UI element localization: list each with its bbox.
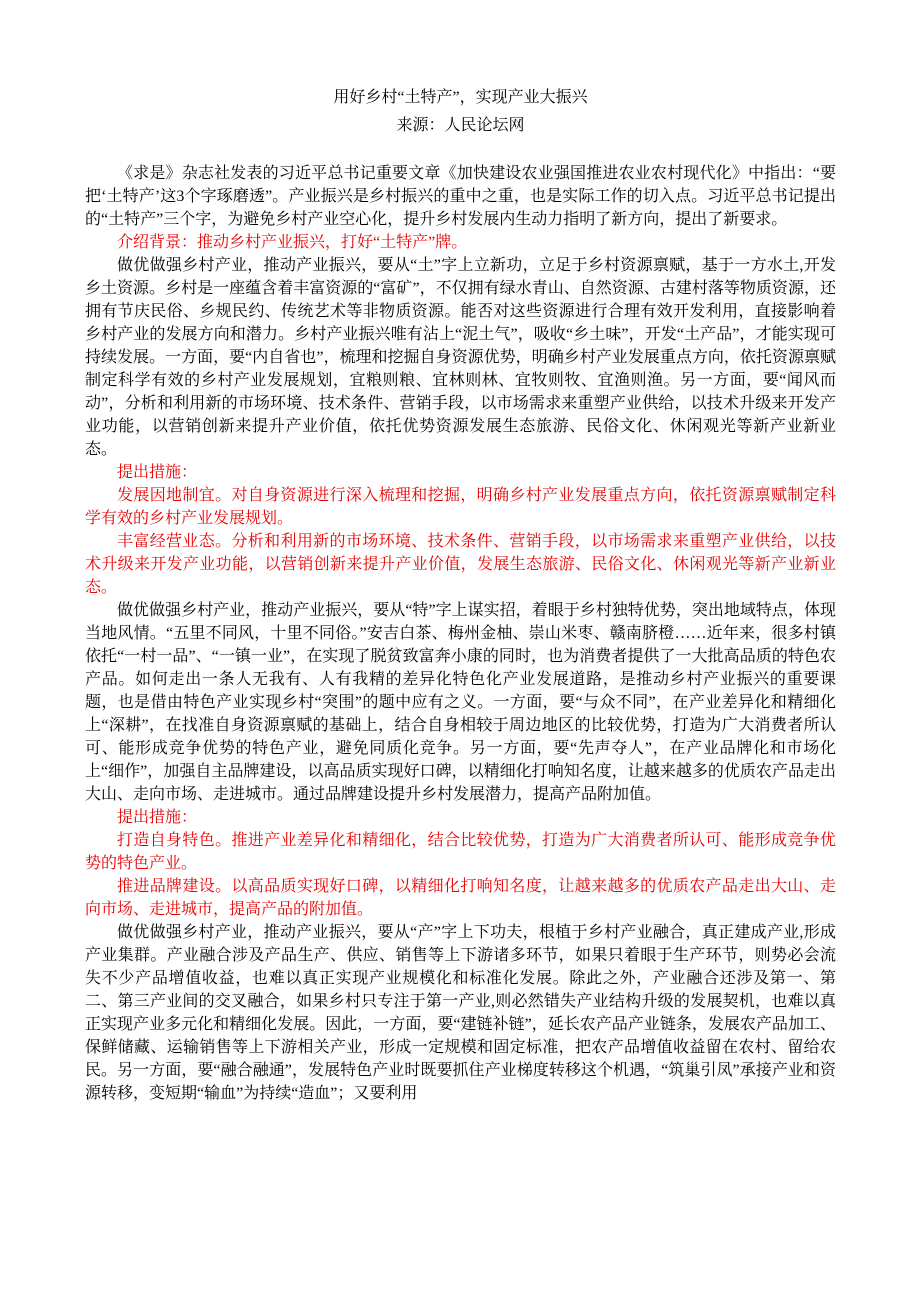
paragraph: 发展因地制宜。对自身资源进行深入梳理和挖掘，明确乡村产业发展重点方向，依托资源禀赋制定科学有效的乡村产业发展规划。: [85, 487, 836, 527]
paragraph: 提出措施：: [117, 809, 198, 826]
paragraph: 《求是》杂志社发表的习近平总书记重要文章《加快建设农业强国推进农业农村现代化》中指出：“要把‘土特产’这3个字琢磨透”。产业振兴是乡村振兴的重中之重，也是实际工作的切入点。习近平总书记提出的“土特产”三个字，为避免乡村产业空心化，提升乡村发展内生动力指明了新方向，提出了新要求。: [85, 165, 836, 228]
document-body: [85, 162, 836, 1105]
paragraph: 推进品牌建设。以高品质实现好口碑，以精细化打响知名度，让越来越多的优质农产品走出大山、走向市场、走进城市，提高产品的附加值。: [85, 878, 836, 918]
document-source: 来源：人民论坛网: [396, 117, 525, 134]
paragraph: 做优做强乡村产业，推动产业振兴，要从“特”字上谋实招，着眼于乡村独特优势，突出地域特点，体现当地风情。“五里不同风，十里不同俗。”安吉白茶、梅州金柚、崇山米枣、赣南脐橙……近年来，很多村镇依托“一村一品”、“一镇一业”，在实现了脱贫致富奔小康的同时，也为消费者提供了一大批高品质的特色农产品。如何走出一条人无我有、人有我精的差异化特色化产业发展道路，是推动乡村产业振兴的重要课题，也是借由特色产业实现乡村“突围”的题中应有之义。一方面，要“与众不同”，在产业差异化和精细化上“深耕”，在找准自身资源禀赋的基础上，结合自身相较于周边地区的比较优势，打造为广大消费者所认可、能形成竞争优势的特色产业，避免同质化竞争。另一方面，要“先声夺人”，在产业品牌化和市场化上“细作”，加强自主品牌建设，以高品质实现好口碑，以精细化打响知名度，让越来越多的优质农产品走出大山、走向市场、走进城市。通过品牌建设提升乡村发展潜力，提高产品附加值。: [85, 602, 836, 803]
paragraph: 打造自身特色。推进产业差异化和精细化，结合比较优势，打造为广大消费者所认可、能形成竞争优势的特色产业。: [85, 832, 836, 872]
paragraph: 做优做强乡村产业，推动产业振兴，要从“土”字上立新功，立足于乡村资源禀赋，基于一方水土,开发乡土资源。乡村是一座蕴含着丰富资源的“富矿”，不仅拥有绿水青山、自然资源、古建村落等物质资源，还拥有节庆民俗、乡规民约、传统艺术等非物质资源。能否对这些资源进行合理有效开发利用，直接影响着乡村产业的发展方向和潜力。乡村产业振兴唯有沾上“泥土气”，吸收“乡土味”，开发“土产品”，才能实现可持续发展。一方面，要“内自省也”，梳理和挖掘自身资源优势，明确乡村产业发展重点方向，依托资源禀赋制定科学有效的乡村产业发展规划，宜粮则粮、宜林则林、宜牧则牧、宜渔则渔。另一方面，要“闻风而动”，分析和利用新的市场环境、技术条件、营销手段，以市场需求来重塑产业供给，以技术升级来开发产业功能，以营销创新来提升产业价值，依托优势资源发展生态旅游、民俗文化、休闲观光等新产业新业态。: [85, 257, 836, 458]
document-title: 用好乡村“土特产”，实现产业大振兴: [333, 89, 588, 106]
paragraph: 介绍背景：推动乡村产业振兴，打好“土特产”牌。: [117, 234, 468, 251]
paragraph: 做优做强乡村产业，推动产业振兴，要从“产”字上下功夫，根植于乡村产业融合，真正建成产业,形成产业集群。产业融合涉及产品生产、供应、销售等上下游诸多环节，如果只着眼于生产环节，则势必会流失不少产品增值收益，也难以真正实现产业规模化和标准化发展。除此之外，产业融合还涉及第一、第二、第三产业间的交叉融合，如果乡村只专注于第一产业,则必然错失产业结构升级的发展契机，也难以真正实现产业多元化和精细化发展。因此，一方面，要“建链补链”，延长农产品产业链条，发展农产品加工、保鲜储藏、运输销售等上下游相关产业，形成一定规模和固定标准，把农产品增值收益留在农村、留给农民。另一方面，要“融合融通”，发展特色产业时既要抓住产业梯度转移这个机遇，“筑巢引凤”承接产业和资源转移，变短期“输血”为持续“造血”；又要利用: [85, 924, 836, 1102]
paragraph: 提出措施：: [117, 464, 198, 481]
paragraph: 丰富经营业态。分析和利用新的市场环境、技术条件、营销手段，以市场需求来重塑产业供给，以技术升级来开发产业功能，以营销创新来提升产业价值，发展生态旅游、民俗文化、休闲观光等新产业新业态。: [85, 533, 836, 596]
